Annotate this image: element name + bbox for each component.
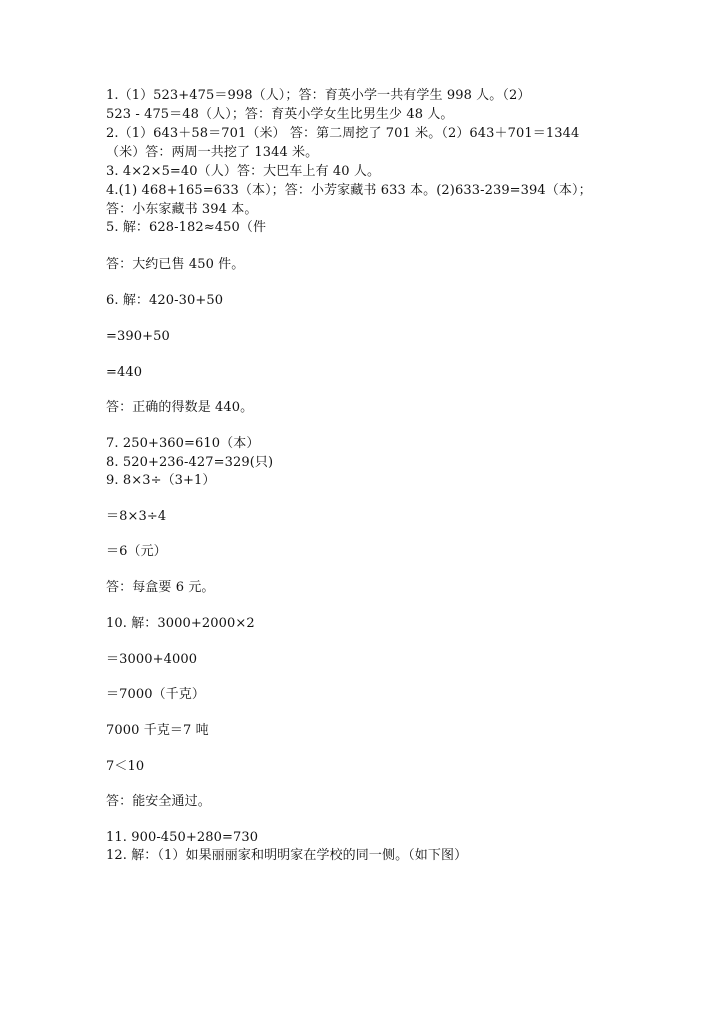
answer-line-20: 10. 解：3000+2000×2 — [106, 616, 255, 631]
answer-line-12: =440 — [106, 365, 143, 380]
answer-line-16: 9. 8×3÷（3+1） — [106, 473, 216, 488]
answer-line-11: =390+50 — [106, 329, 170, 344]
answer-line-6: 4.(1) 468+165=633（本）；答：小芳家藏书 633 本。(2)633-239=394（本）； — [106, 183, 592, 198]
answer-line-26: 11. 900-450+280=730 — [106, 830, 259, 845]
answer-line-3: 2.（1）643＋58＝701（米） 答：第二周挖了 701 米。（2）643＋701＝1344 — [106, 126, 580, 141]
answer-line-27: 12. 解：（1）如果丽丽家和明明家在学校的同一侧。（如下图） — [106, 848, 468, 863]
answer-line-21: ＝3000+4000 — [106, 652, 198, 667]
answer-line-25: 答：能安全通过。 — [106, 794, 211, 809]
answer-line-4: （米）答：两周一共挖了 1344 米。 — [106, 145, 319, 160]
answer-line-9: 答：大约已售 450 件。 — [106, 257, 245, 272]
answer-line-17: ＝8×3÷4 — [106, 509, 167, 524]
answer-line-10: 6. 解：420-30+50 — [106, 293, 224, 308]
answer-line-14: 7. 250+360=610（本） — [106, 436, 260, 451]
answer-line-15: 8. 520+236-427=329(只) — [106, 455, 274, 470]
answer-line-2: 523 - 475＝48（人）；答：育英小学女生比男生少 48 人。 — [106, 107, 454, 122]
answer-line-5: 3. 4×2×5=40（人）答：大巴车上有 40 人。 — [106, 164, 381, 179]
answer-line-18: ＝6（元） — [106, 544, 167, 559]
answer-line-23: 7000 千克＝7 吨 — [106, 723, 209, 738]
answer-line-22: ＝7000（千克） — [106, 687, 205, 702]
answer-line-1: 1.（1）523+475＝998（人）；答：育英小学一共有学生 998 人。（2） — [106, 88, 531, 103]
answer-line-24: 7＜10 — [106, 759, 145, 774]
answer-line-13: 答：正确的得数是 440。 — [106, 400, 254, 415]
answer-line-7: 答：小东家藏书 394 本。 — [106, 202, 258, 217]
answer-line-19: 答：每盒要 6 元。 — [106, 580, 215, 595]
answer-line-8: 5. 解：628-182≈450（件 — [106, 220, 267, 235]
